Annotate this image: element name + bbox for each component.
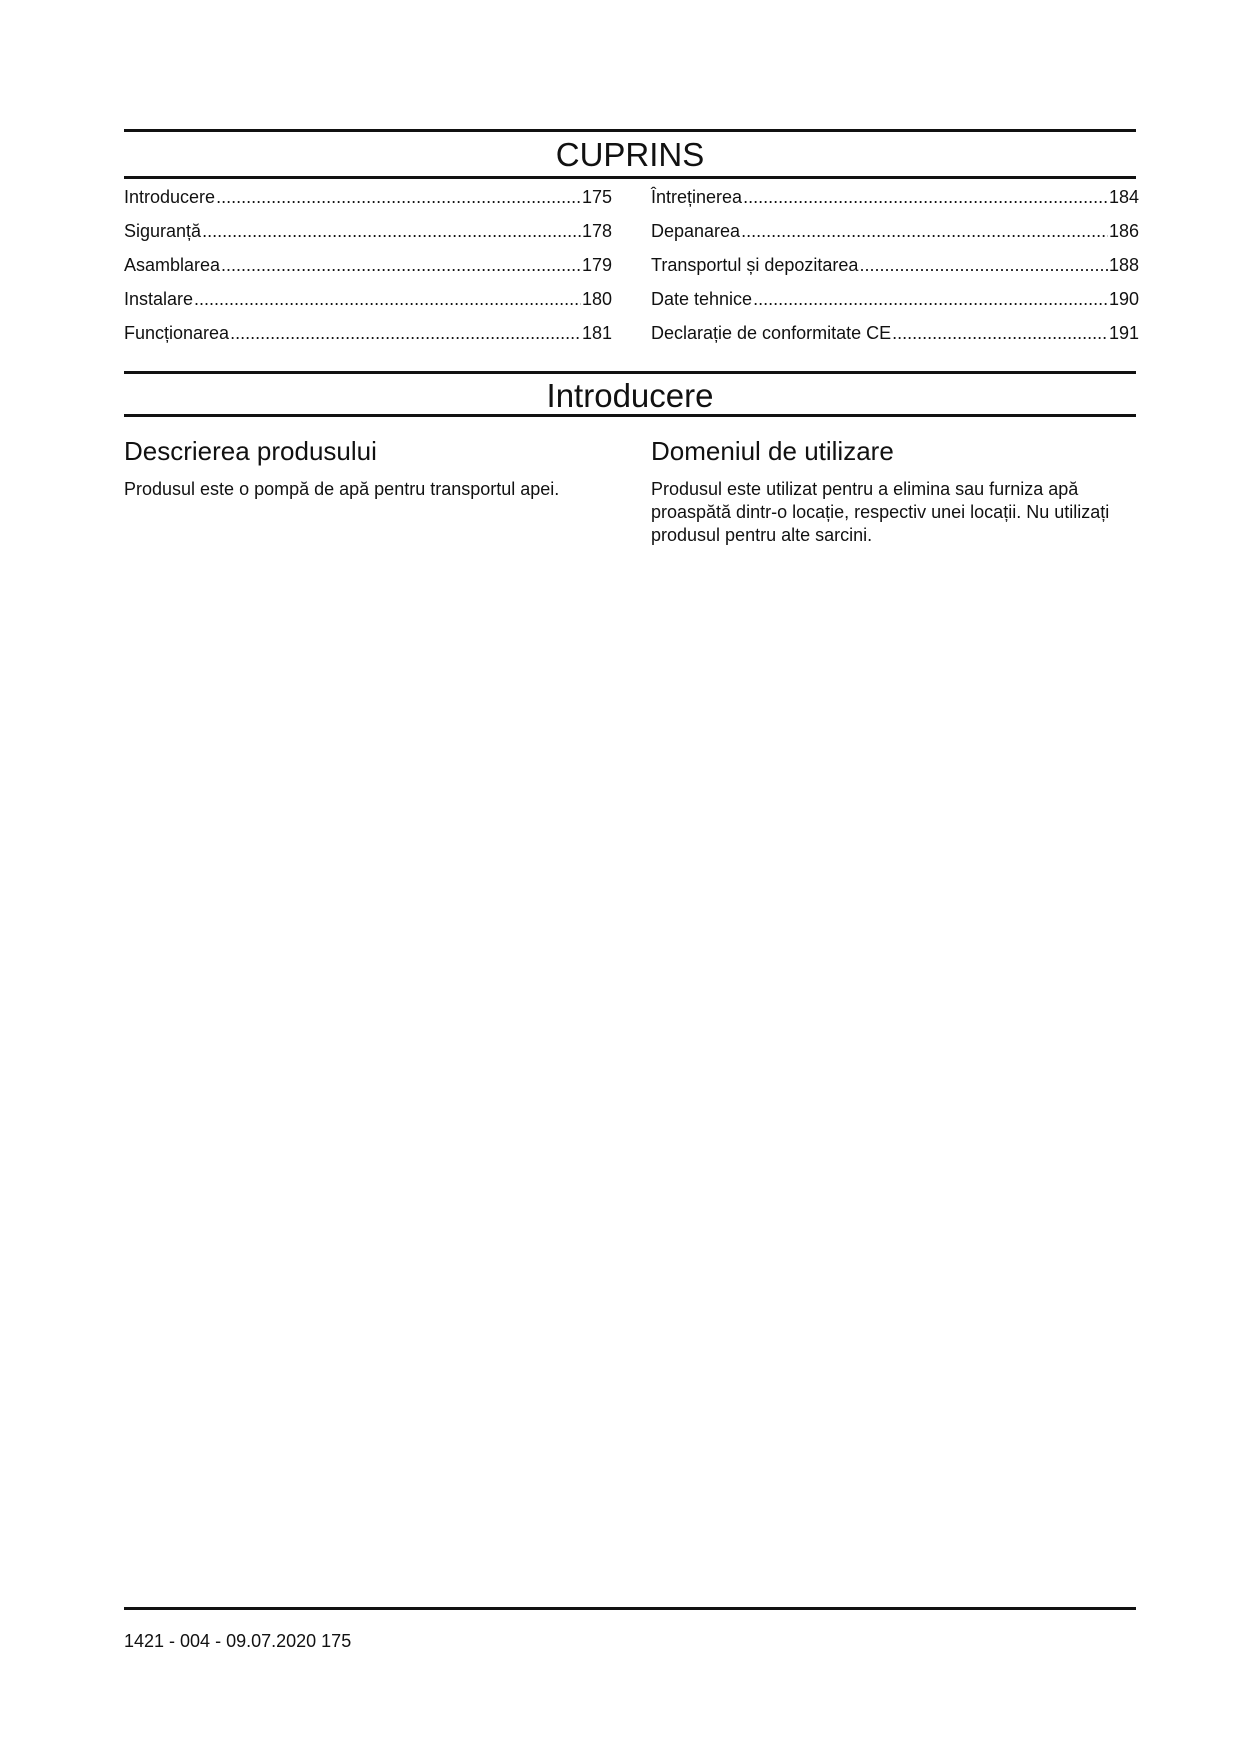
toc-leader-dots (221, 254, 581, 276)
toc-item-label: Funcționarea (124, 323, 230, 343)
intro-top-rule (124, 371, 1136, 374)
product-description-heading: Descrierea produsului (124, 436, 377, 466)
toc-item-page: 180 (581, 289, 612, 309)
toc-item-introducere[interactable] (124, 186, 612, 220)
toc-item-label: Întreținerea (651, 187, 743, 207)
toc-item-page: 178 (581, 221, 612, 241)
toc-item-date-tehnice[interactable] (651, 288, 1139, 322)
toc-item-page: 181 (581, 323, 612, 343)
toc-item-label: Transportul și depozitarea (651, 255, 859, 275)
product-description-text: Produsul este o pompă de apă pentru transportul apei. (124, 479, 560, 499)
toc-item-asamblarea[interactable] (124, 254, 612, 288)
toc-item-functionarea[interactable] (124, 322, 612, 356)
usage-domain-section (651, 436, 1139, 547)
toc-leader-dots (892, 322, 1108, 344)
toc-item-label: Depanarea (651, 221, 741, 241)
toc-leader-dots (216, 186, 581, 208)
toc-item-page: 190 (1108, 289, 1139, 309)
toc-item-page: 184 (1108, 187, 1139, 207)
toc-leader-dots (859, 254, 1108, 276)
footer-doc-ref: 1421 - 004 - 09.07.2020 (124, 1631, 317, 1651)
toc-item-instalare[interactable] (124, 288, 612, 322)
toc-item-label: Declarație de conformitate CE (651, 323, 892, 343)
toc-item-declaratie[interactable] (651, 322, 1139, 356)
toc-title-rule (124, 176, 1136, 179)
toc-item-label: Instalare (124, 289, 194, 309)
toc-item-page: 186 (1108, 221, 1139, 241)
top-rule (124, 129, 1136, 132)
footer-rule (124, 1607, 1136, 1610)
toc-item-page: 179 (581, 255, 612, 275)
toc-left-column (124, 186, 612, 356)
product-description-section (124, 436, 612, 501)
toc-item-label: Date tehnice (651, 289, 753, 309)
toc-right-column (651, 186, 1139, 356)
toc-item-label: Asamblarea (124, 255, 221, 275)
intro-title: Introducere (546, 377, 714, 414)
toc-leader-dots (753, 288, 1108, 310)
usage-domain-text: Produsul este utilizat pentru a elimina sau furniza apă proaspătă dintr-o locație, respectiv unei locații. Nu utilizați produsul pentru alte sarcini. (651, 479, 1110, 545)
toc-item-siguranta[interactable] (124, 220, 612, 254)
toc-leader-dots (743, 186, 1108, 208)
toc-item-label: Introducere (124, 187, 216, 207)
footer (124, 1630, 351, 1652)
toc-leader-dots (741, 220, 1108, 242)
toc-item-intretinerea[interactable] (651, 186, 1139, 220)
manual-page (124, 0, 1139, 1754)
toc-title: CUPRINS (555, 136, 705, 173)
toc-item-depanarea[interactable] (651, 220, 1139, 254)
toc-leader-dots (230, 322, 581, 344)
toc-item-page: 191 (1108, 323, 1139, 343)
usage-domain-heading: Domeniul de utilizare (651, 436, 894, 466)
toc-item-label: Siguranță (124, 221, 202, 241)
footer-page-number: 175 (321, 1631, 352, 1651)
toc-leader-dots (194, 288, 581, 310)
toc-leader-dots (202, 220, 581, 242)
toc-item-page: 175 (581, 187, 612, 207)
toc-item-page: 188 (1108, 255, 1139, 275)
toc-item-transportul[interactable] (651, 254, 1139, 288)
intro-title-rule (124, 414, 1136, 417)
